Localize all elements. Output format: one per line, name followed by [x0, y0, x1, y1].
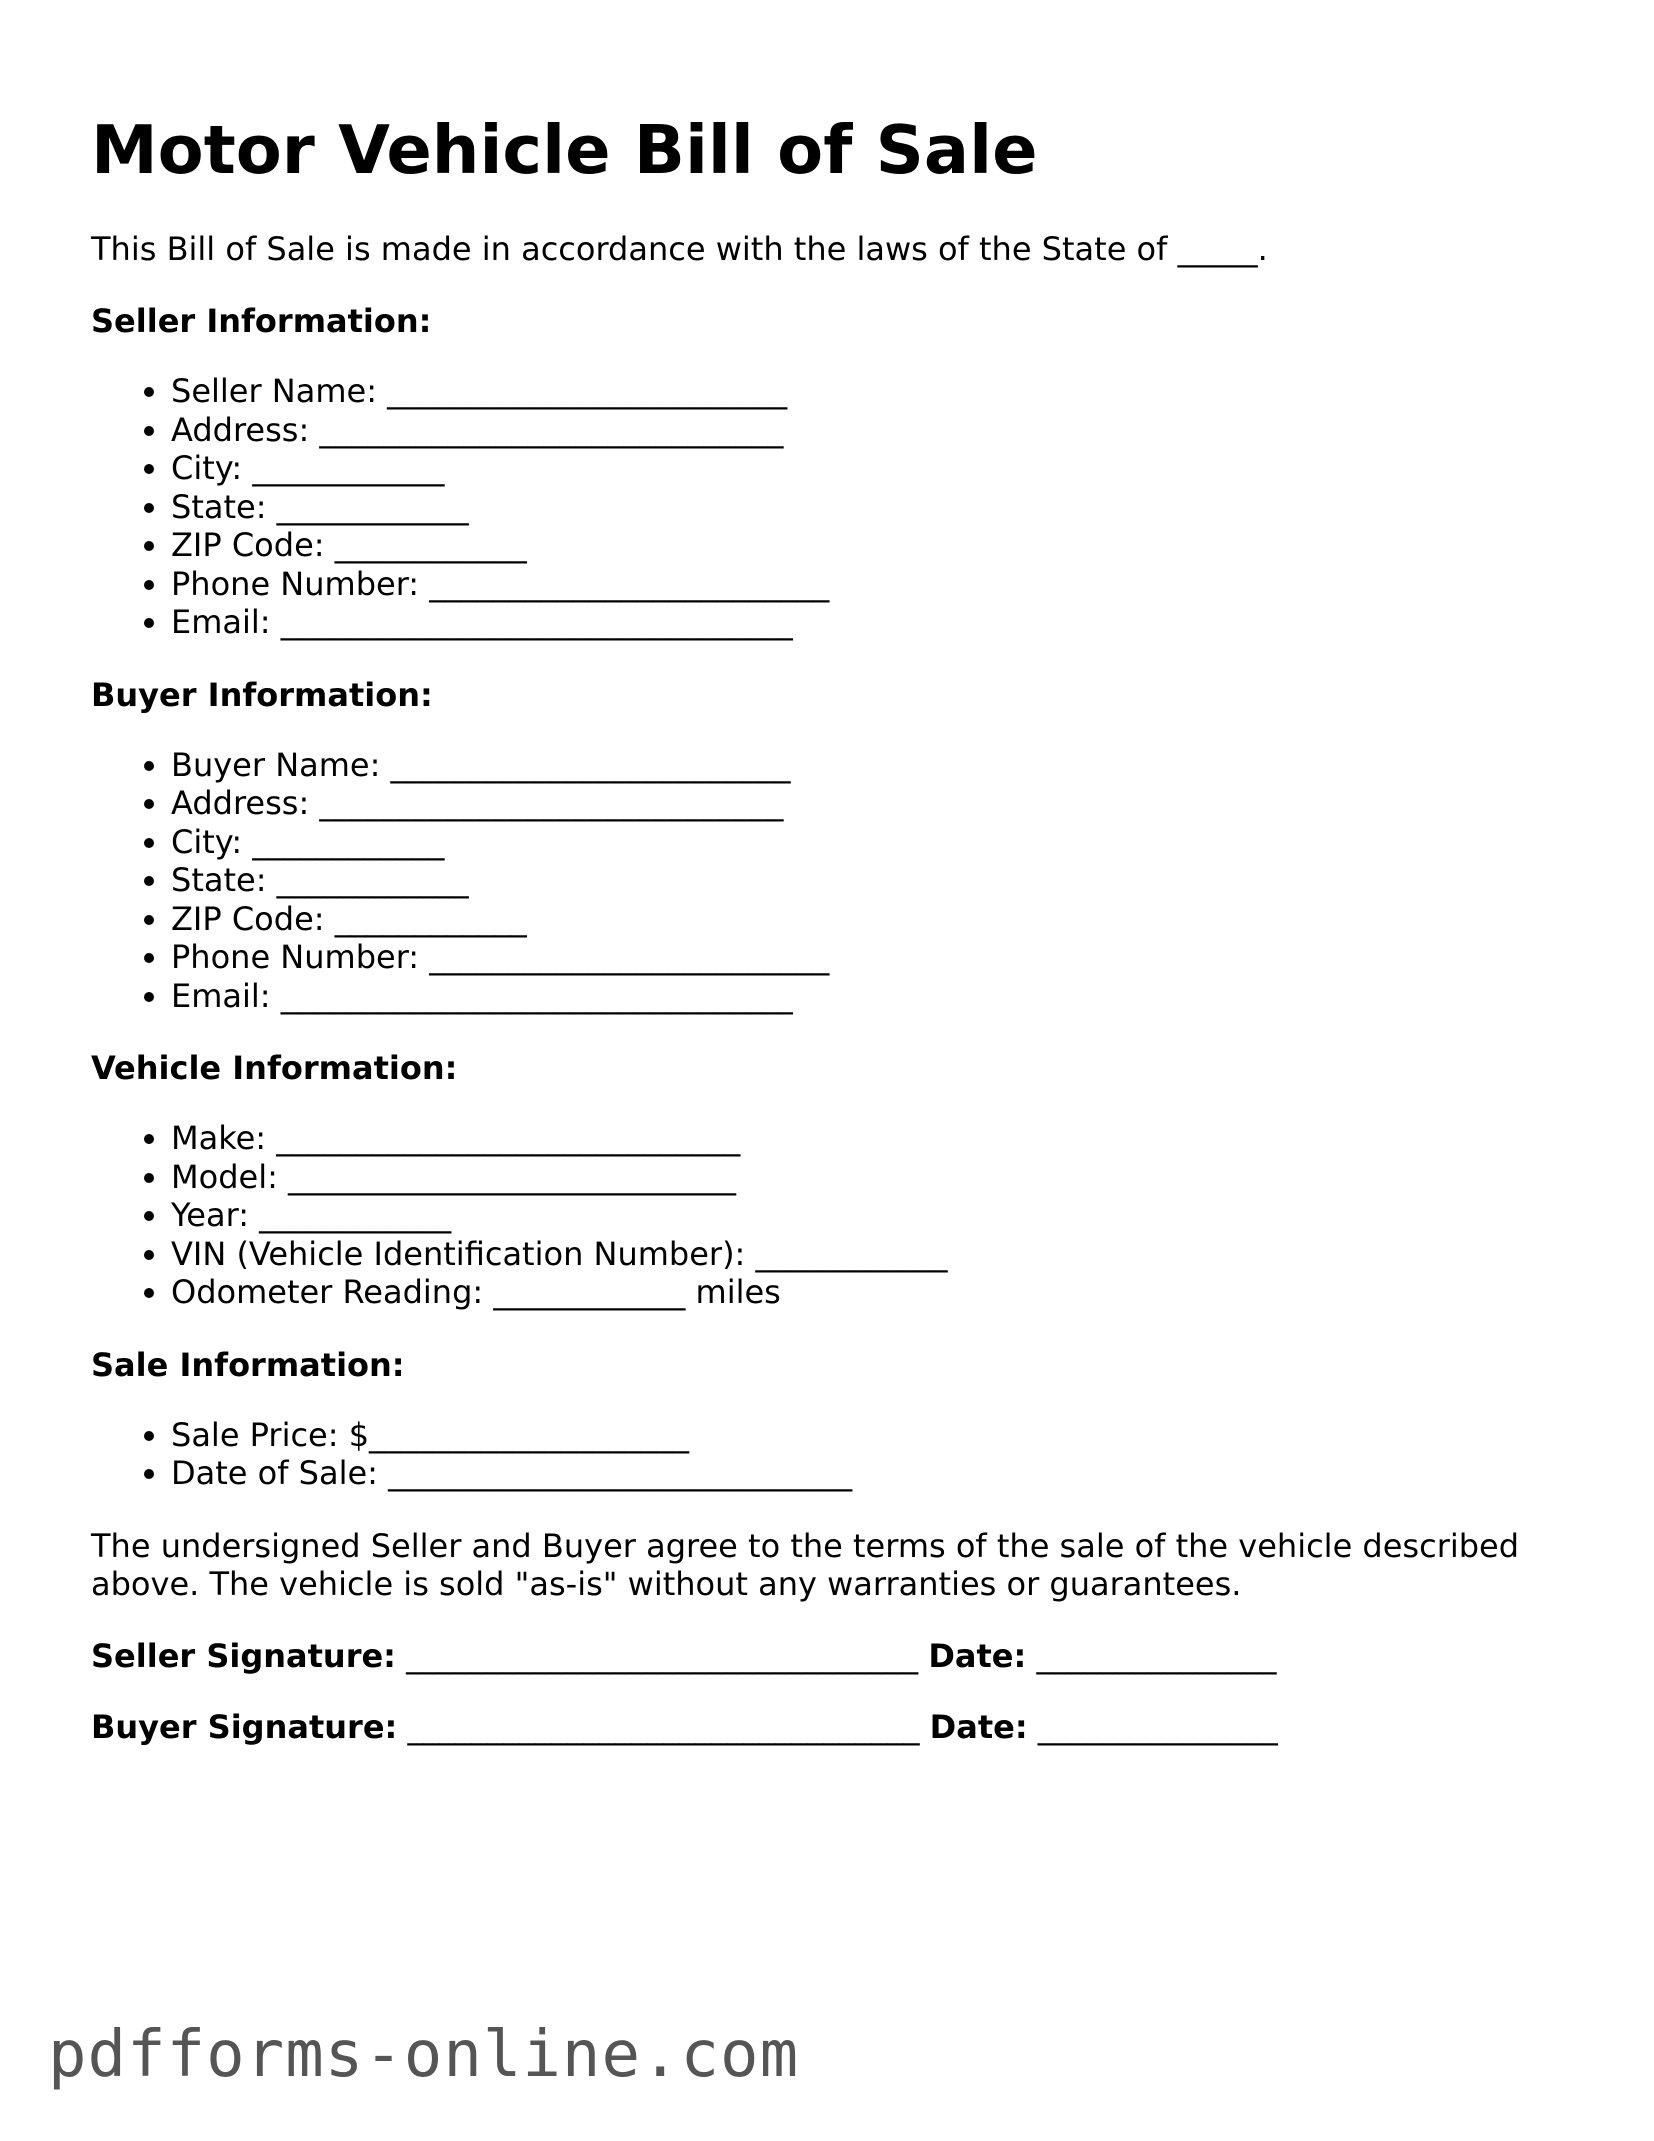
seller-email-field[interactable]: • Email: ________________________________: [171, 603, 1571, 642]
closing-paragraph: The undersigned Seller and Buyer agree to the terms of the sale of the vehicle described above. The vehicle is sold "as-is" without any warranties or guarantees.: [91, 1526, 1520, 1603]
intro-paragraph: This Bill of Sale is made in accordance with the laws of the State of _____.: [91, 230, 1268, 268]
seller-address-field[interactable]: • Address: _____________________________: [171, 411, 1571, 450]
sale-date-field[interactable]: • Date of Sale: _____________________________: [171, 1454, 1571, 1493]
buyer-zip-field[interactable]: • ZIP Code: ____________: [171, 900, 1571, 939]
vehicle-info-list: [91, 1119, 1571, 1312]
vehicle-model-field[interactable]: • Model: ____________________________: [171, 1158, 1571, 1197]
buyer-signature-label: Buyer Signature:: [91, 1707, 398, 1746]
vehicle-section-heading: Vehicle Information:: [91, 1049, 458, 1087]
vehicle-make-field[interactable]: • Make: _____________________________: [171, 1119, 1571, 1158]
seller-city-field[interactable]: • City: ____________: [171, 449, 1571, 488]
sale-price-field[interactable]: • Sale Price: $____________________: [171, 1416, 1571, 1455]
buyer-city-field[interactable]: • City: ____________: [171, 823, 1571, 862]
buyer-phone-field[interactable]: • Phone Number: _________________________: [171, 938, 1571, 977]
seller-signature-label: Seller Signature:: [91, 1636, 396, 1675]
buyer-signature-line[interactable]: ________________________________: [407, 1707, 920, 1746]
buyer-section-heading: Buyer Information:: [91, 675, 433, 714]
buyer-date-label: Date:: [929, 1707, 1028, 1746]
seller-date-label: Date:: [928, 1636, 1027, 1675]
seller-section-heading: Seller Information:: [91, 302, 432, 340]
buyer-name-field[interactable]: • Buyer Name: _________________________: [171, 746, 1571, 785]
seller-info-list: [91, 372, 1571, 642]
buyer-state-field[interactable]: • State: ____________: [171, 861, 1571, 900]
sale-section-heading: Sale Information:: [91, 1345, 405, 1384]
seller-name-field[interactable]: • Seller Name: _________________________: [171, 372, 1571, 411]
sale-info-list: [91, 1416, 1571, 1493]
vehicle-year-field[interactable]: • Year: ____________: [171, 1196, 1571, 1235]
seller-phone-field[interactable]: • Phone Number: _________________________: [171, 565, 1571, 604]
vehicle-odometer-field[interactable]: • Odometer Reading: ____________ miles: [171, 1273, 1571, 1312]
seller-date-line[interactable]: _______________: [1036, 1636, 1277, 1675]
seller-zip-field[interactable]: • ZIP Code: ____________: [171, 526, 1571, 565]
buyer-email-field[interactable]: • Email: ________________________________: [171, 977, 1571, 1016]
buyer-info-list: [91, 746, 1571, 1016]
buyer-signature-row: [91, 1708, 1571, 1746]
buyer-date-line[interactable]: _______________: [1037, 1707, 1278, 1746]
vehicle-vin-field[interactable]: • VIN (Vehicle Identification Number): ____________: [171, 1235, 1571, 1274]
buyer-address-field[interactable]: • Address: _____________________________: [171, 784, 1571, 823]
watermark-text: pdfforms-online.com: [48, 2018, 800, 2092]
document-title: Motor Vehicle Bill of Sale: [91, 111, 1038, 189]
seller-state-field[interactable]: • State: ____________: [171, 488, 1571, 527]
seller-signature-row: [91, 1637, 1571, 1675]
seller-signature-line[interactable]: ________________________________: [406, 1636, 919, 1675]
document-page: [91, 110, 1571, 1779]
